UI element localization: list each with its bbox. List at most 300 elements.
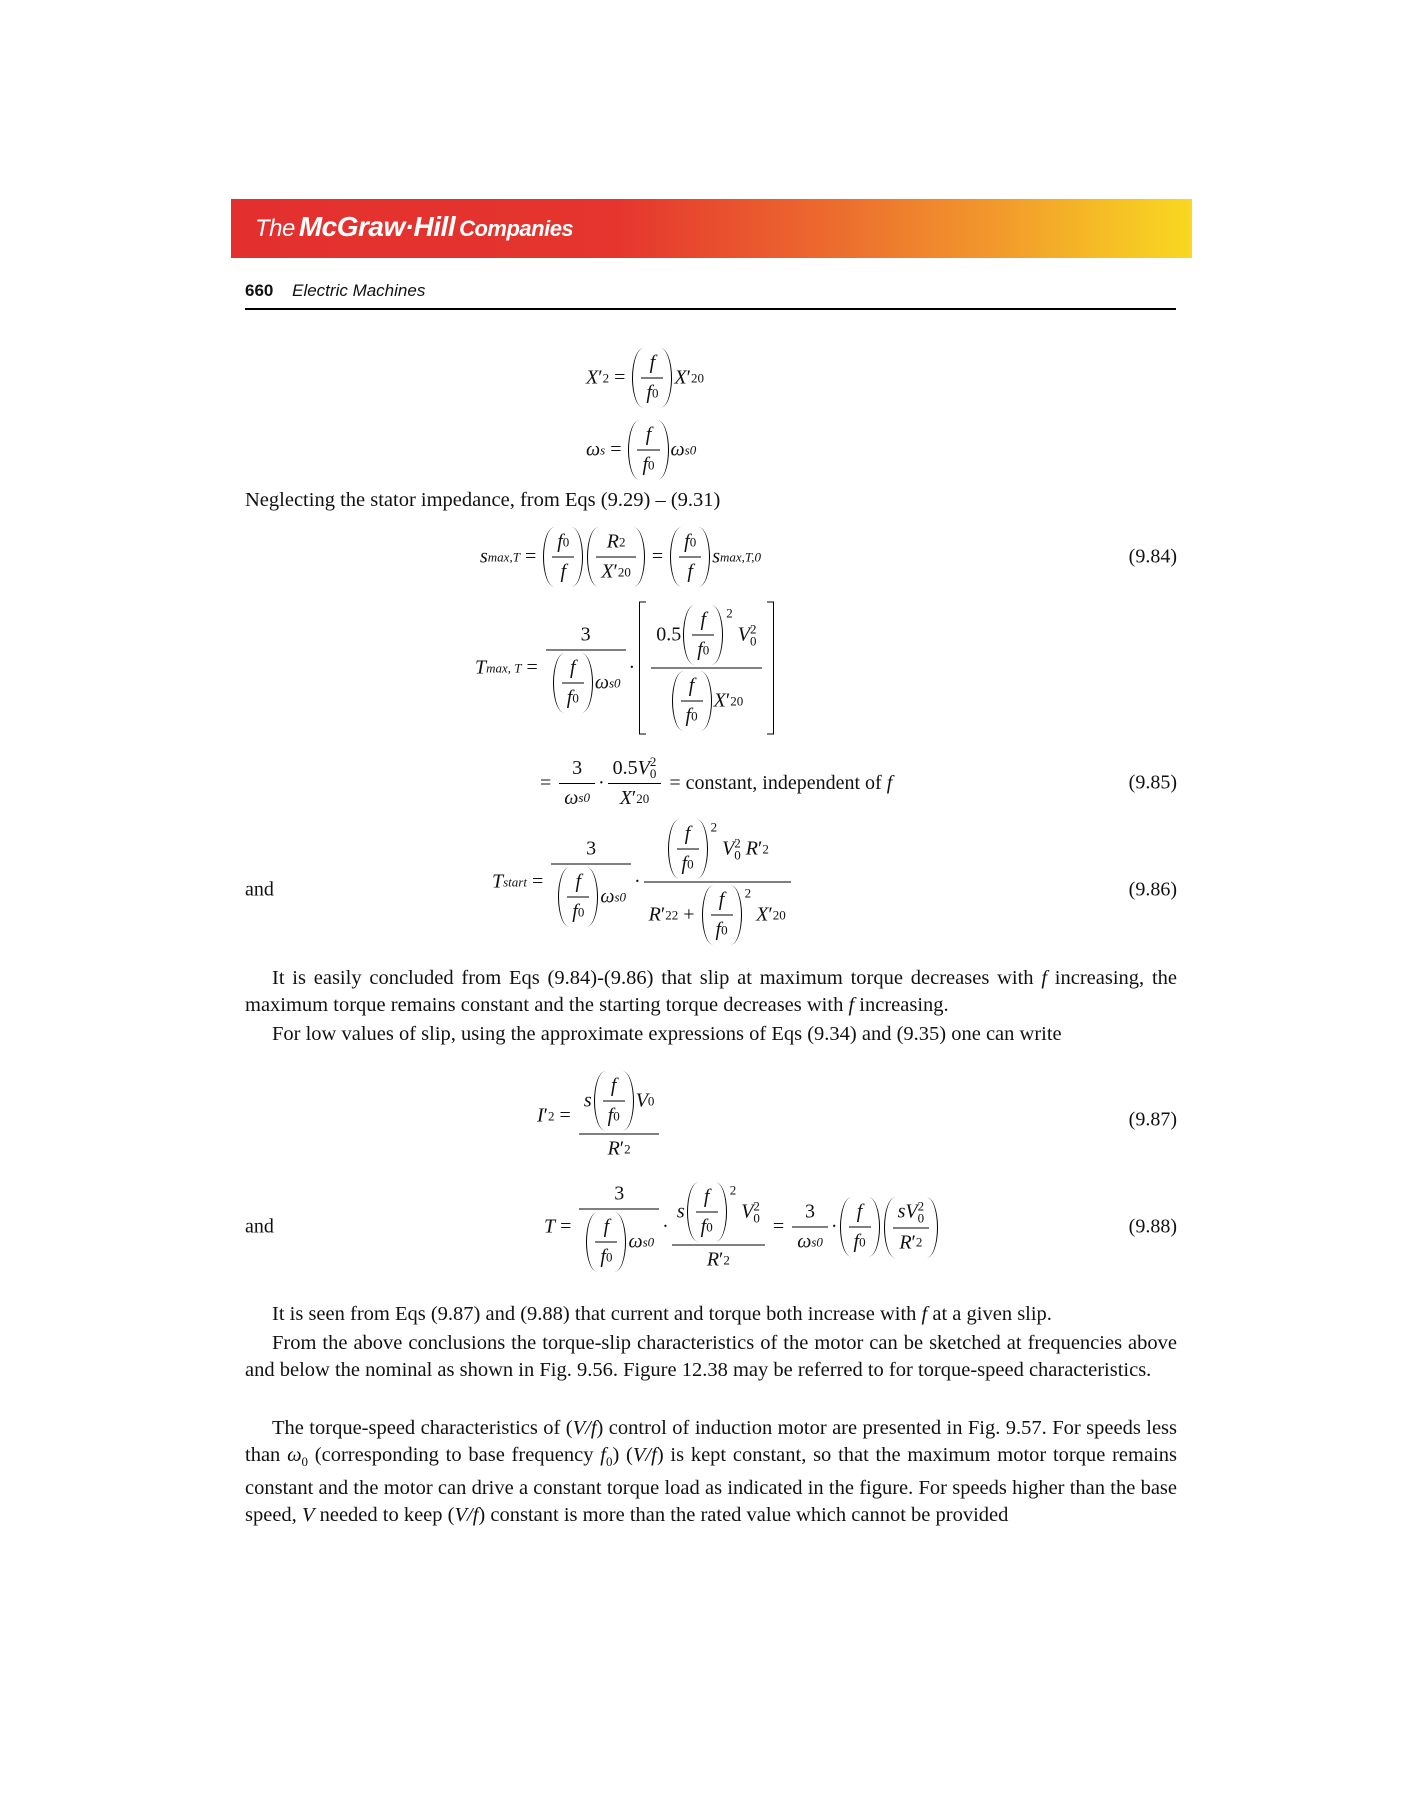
math-symbol: [551, 838, 631, 865]
math-symbol: f: [557, 530, 563, 553]
math-symbol: [679, 531, 701, 558]
math-symbol: 3: [614, 1182, 625, 1205]
math-symbol: f: [575, 870, 582, 893]
math-symbol: s0: [608, 675, 621, 690]
paragraph-low-slip: For low values of slip, using the approximate expressions of Eqs (9.34) and (9.35) one can write: [272, 1023, 1062, 1045]
math-symbol: f: [1041, 967, 1048, 989]
fraction: [608, 756, 662, 810]
math-symbol: R: [607, 1137, 620, 1160]
math-symbol: [637, 424, 659, 451]
math-symbol: ′: [598, 366, 603, 389]
math-symbol: [696, 1186, 718, 1213]
fraction: [596, 531, 636, 584]
math-symbol: 0.5: [612, 756, 638, 779]
math-symbol: [555, 558, 571, 584]
math-symbol: f: [697, 638, 703, 661]
math-symbol: T: [492, 870, 504, 893]
math-symbol: f: [566, 686, 573, 709]
math-symbol: [600, 442, 605, 458]
math-symbol: [578, 790, 590, 806]
math-symbol: ′: [660, 903, 666, 926]
math-symbol: ′: [613, 560, 618, 583]
math-symbol: ·: [830, 1215, 838, 1238]
math-operator: +: [683, 903, 695, 926]
math-symbol: 0: [605, 1249, 613, 1264]
math-symbol: f: [921, 1303, 928, 1325]
parentheses: [702, 886, 742, 945]
math-symbol: X: [619, 787, 632, 809]
math-symbol: R: [606, 530, 619, 553]
parentheses: [587, 528, 645, 587]
math-symbol: [603, 1102, 625, 1128]
math-symbol: ) control of induction motor are presented in Fig. 9.57. For speeds less than: [245, 1417, 1177, 1466]
math-symbol: 2: [917, 1198, 925, 1213]
math-symbol: 20: [617, 564, 631, 579]
math-symbol: 2: [726, 605, 733, 621]
publisher-logo: [255, 211, 573, 243]
math-symbol: s: [583, 1089, 592, 1112]
math-symbol: [579, 1210, 659, 1272]
parentheses: [543, 528, 583, 587]
math-symbol: s: [600, 442, 606, 457]
math-symbol: s: [712, 545, 721, 568]
math-symbol: f: [649, 351, 656, 374]
math-symbol: It is easily concluded from Eqs (9.84)-(9.86) that slip at maximum torque decreases with: [272, 967, 1042, 989]
fraction: [603, 1075, 625, 1128]
math-symbol: [559, 757, 595, 784]
math-operator: =: [560, 1215, 572, 1238]
math-symbol: f: [718, 888, 725, 911]
math-symbol: [644, 820, 791, 883]
math-symbol: [562, 684, 584, 710]
math-symbol: f: [687, 560, 693, 583]
math-symbol: [562, 657, 584, 684]
math-symbol: 0: [689, 534, 697, 549]
math-symbol: 0: [647, 1093, 655, 1108]
math-symbol: f: [681, 852, 688, 875]
math-symbol: 2: [649, 754, 657, 769]
math-symbol: [614, 889, 626, 905]
parentheses: [628, 421, 668, 480]
paragraph-torque-slip: From the above conclusions the torque-slip characteristics of the motor can be sketched at frequencies above and below the nominal as shown in Fig. 9.56. Figure 12.38 may be referred to for torque-speed characteristics.: [245, 1332, 1177, 1381]
math-symbol: ·: [628, 656, 636, 679]
math-symbol: ω: [797, 1230, 812, 1253]
parentheses: [672, 672, 712, 731]
math-symbol: [893, 1200, 930, 1228]
math-symbol: [681, 702, 703, 728]
math-symbol: f: [684, 530, 690, 553]
math-symbol: [603, 1075, 625, 1102]
math-symbol: [546, 624, 626, 651]
math-symbol: max,T,0: [720, 549, 761, 564]
math-operator: =: [524, 545, 537, 568]
fraction: [677, 823, 699, 876]
math-symbol: [734, 837, 741, 861]
math-symbol: I: [537, 1104, 544, 1127]
fraction: [651, 606, 761, 731]
math-symbol: ′: [758, 837, 763, 860]
math-symbol: 20: [772, 907, 786, 922]
math-symbol: f: [685, 704, 692, 727]
parentheses: [683, 606, 723, 665]
math-symbol: [711, 916, 733, 942]
math-symbol: 0: [648, 457, 655, 472]
parentheses: [632, 349, 672, 408]
math-symbol: V: [905, 1200, 918, 1223]
math-symbol: f: [642, 453, 649, 476]
math-symbol: f: [600, 1444, 606, 1466]
logo-companies: Companies: [459, 216, 574, 241]
equation-tmax: [475, 602, 778, 735]
header-rule: [245, 308, 1176, 310]
math-symbol: s0: [642, 1234, 655, 1249]
math-symbol: 0: [562, 534, 570, 549]
math-symbol: f: [572, 900, 578, 923]
math-symbol: f: [684, 822, 691, 845]
math-symbol: 0: [691, 708, 698, 723]
math-symbol: [595, 1243, 617, 1269]
math-symbol: 2: [729, 1182, 737, 1198]
math-symbol: ω: [600, 885, 615, 908]
math-symbol: The torque-speed characteristics of (: [272, 1417, 573, 1439]
math-symbol: ω: [287, 1444, 302, 1466]
math-symbol: f: [848, 994, 855, 1016]
paragraph-conclusion: [245, 965, 1177, 1019]
math-symbol: ′: [725, 689, 731, 712]
math-symbol: f: [560, 560, 567, 583]
page-number: 660: [245, 281, 274, 300]
math-symbol: f: [570, 656, 576, 679]
fraction: [637, 424, 659, 477]
math-symbol: X: [713, 689, 726, 712]
math-symbol: s0: [811, 1234, 823, 1249]
logo-the: The: [255, 215, 295, 242]
math-symbol: ′: [686, 366, 692, 389]
math-symbol: [488, 549, 520, 565]
fraction: [672, 1183, 765, 1272]
math-symbol: 2: [548, 1108, 555, 1123]
math-symbol: 2: [750, 621, 757, 636]
math-symbol: 2: [618, 534, 626, 549]
math-symbol: 3: [580, 623, 591, 646]
equation-omega-s: [586, 421, 696, 480]
parentheses: [594, 1072, 634, 1131]
math-operator: =: [540, 771, 552, 794]
math-symbol: ′: [631, 787, 637, 809]
fraction: [792, 1201, 828, 1254]
math-symbol: [609, 675, 621, 691]
math-symbol: f: [600, 1245, 606, 1268]
math-symbol: s: [897, 1200, 906, 1223]
math-symbol: s: [480, 545, 488, 568]
math-symbol: ω: [586, 438, 601, 461]
math-symbol: [720, 549, 761, 565]
math-symbol: 2: [723, 1252, 730, 1267]
parentheses: [840, 1198, 880, 1257]
math-symbol: [637, 451, 659, 477]
math-symbol: 0: [859, 1234, 866, 1249]
math-symbol: max,T: [487, 549, 520, 564]
parentheses: [558, 868, 598, 927]
equation-9-85: [535, 756, 892, 810]
math-symbol: [682, 558, 698, 584]
math-symbol: X: [674, 366, 687, 389]
math-symbol: f: [700, 1215, 707, 1238]
math-symbol: 2: [762, 841, 769, 856]
math-symbol: X: [601, 560, 614, 583]
fraction: [579, 1072, 660, 1161]
fraction: [681, 675, 703, 728]
math-symbol: ′: [911, 1231, 916, 1253]
parentheses: [670, 528, 710, 587]
math-symbol: f: [688, 674, 695, 697]
math-symbol: V: [722, 837, 735, 860]
math-symbol: [595, 1216, 617, 1243]
math-symbol: [644, 883, 791, 945]
math-operator: =: [614, 366, 626, 389]
math-symbol: [641, 379, 663, 405]
math-symbol: [696, 1213, 718, 1239]
math-symbol: ′: [768, 903, 773, 926]
math-symbol: V/f: [572, 1417, 597, 1439]
math-symbol: [849, 1228, 871, 1254]
fraction: [559, 757, 595, 810]
math-symbol: ) (: [612, 1444, 633, 1466]
math-symbol: f: [700, 608, 707, 631]
equation-9-86: [492, 820, 794, 945]
math-symbol: V: [737, 623, 750, 646]
math-symbol: needed to keep (: [314, 1504, 455, 1527]
math-operator: =: [772, 1215, 785, 1238]
math-symbol: [672, 1183, 765, 1246]
math-symbol: 0: [750, 633, 757, 648]
fraction: [552, 531, 574, 584]
square-bracket: [639, 602, 773, 735]
math-symbol: 3: [572, 756, 583, 779]
book-title: Electric Machines: [292, 281, 426, 300]
math-symbol: 2: [734, 835, 741, 850]
math-symbol: 20: [636, 790, 650, 806]
math-symbol: [685, 442, 697, 458]
math-symbol: ·: [662, 1215, 669, 1238]
math-symbol: 0: [721, 922, 728, 937]
math-symbol: 2: [915, 1234, 923, 1250]
math-symbol: R: [706, 1248, 720, 1271]
math-symbol: V: [741, 1200, 754, 1223]
math-symbol: [811, 1234, 823, 1250]
math-symbol: 2: [665, 907, 672, 922]
math-symbol: [552, 531, 574, 558]
math-symbol: f: [607, 1104, 614, 1127]
parentheses: [586, 1213, 626, 1272]
math-symbol: [681, 675, 703, 702]
math-symbol: s0: [578, 790, 590, 805]
parentheses: [884, 1197, 939, 1257]
and-label: and: [245, 1215, 274, 1238]
fraction: [679, 531, 701, 584]
math-symbol: [615, 784, 655, 810]
math-symbol: f: [703, 1185, 710, 1208]
math-symbol: [650, 756, 657, 780]
math-symbol: [559, 784, 595, 810]
fraction: [641, 352, 663, 405]
math-symbol: 3: [586, 837, 597, 860]
math-symbol: [567, 871, 589, 898]
math-symbol: 2: [624, 1141, 631, 1156]
math-symbol: max, T: [486, 660, 522, 675]
math-symbol: X: [756, 903, 769, 926]
math-operator: =: [559, 1104, 571, 1127]
math-symbol: 0: [734, 847, 741, 862]
math-symbol: [894, 1228, 927, 1254]
math-symbol: s0: [684, 442, 697, 457]
math-symbol: [792, 1201, 828, 1228]
math-symbol: ′: [543, 1104, 549, 1127]
logo-name: McGraw·Hill: [298, 211, 456, 242]
publisher-banner: [231, 199, 1192, 258]
math-symbol: increasing, the maximum torque remains constant and the starting torque decreases with: [245, 967, 1177, 1016]
math-symbol: It is seen from Eqs (9.87) and (9.88) that current and torque both increase with: [272, 1303, 922, 1325]
math-symbol: 3: [805, 1200, 816, 1223]
fraction: [579, 1183, 659, 1272]
math-symbol: R: [899, 1231, 912, 1253]
math-symbol: f: [886, 771, 893, 794]
paragraph-vf-control: [245, 1415, 1177, 1529]
math-operator: =: [526, 656, 538, 679]
math-symbol: 0: [572, 690, 579, 705]
math-symbol: f: [646, 381, 652, 404]
math-symbol: 2: [602, 370, 610, 385]
equation-number: (9.88): [1128, 1215, 1177, 1238]
math-symbol: f: [645, 423, 652, 446]
math-symbol: T: [544, 1215, 556, 1238]
math-symbol: ω: [594, 671, 609, 694]
parentheses: [668, 820, 708, 879]
math-symbol: [792, 1228, 828, 1254]
math-symbol: [692, 636, 714, 662]
math-symbol: [579, 1072, 660, 1135]
math-symbol: X: [586, 366, 599, 389]
parentheses: [687, 1183, 727, 1242]
text-neglecting: Neglecting the stator impedance, from Eqs (9.29) – (9.31): [245, 489, 721, 511]
math-symbol: V/f: [454, 1504, 479, 1527]
math-symbol: ) is kept constant, so that the maximum motor torque remains constant and the motor can drive a constant torque load as indicated in the figure. For speeds higher than the base speed,: [245, 1444, 1177, 1527]
math-symbol: f: [853, 1230, 860, 1253]
fraction: [893, 1200, 930, 1254]
math-symbol: V: [301, 1504, 315, 1527]
math-symbol: [849, 1201, 871, 1228]
equation-number: (9.87): [1128, 1108, 1177, 1131]
math-symbol: 0: [577, 904, 585, 919]
fraction: [546, 624, 626, 713]
math-symbol: [603, 1135, 636, 1161]
math-symbol: 0.5: [656, 623, 682, 646]
math-symbol: V/f: [632, 1444, 657, 1466]
math-symbol: [503, 874, 527, 890]
equation-x2: [586, 349, 704, 408]
math-symbol: 2: [671, 907, 679, 922]
math-symbol: [643, 1234, 655, 1250]
fraction: [696, 1186, 718, 1239]
math-symbol: [767, 602, 773, 603]
math-symbol: [546, 651, 626, 713]
math-symbol: 0: [753, 1210, 760, 1225]
math-symbol: V: [637, 756, 650, 779]
fraction: [644, 820, 791, 945]
math-symbol: 0: [651, 385, 659, 400]
math-symbol: f: [603, 1215, 610, 1238]
math-symbol: R: [648, 903, 661, 926]
fraction: [595, 1216, 617, 1269]
math-symbol: 2: [710, 819, 718, 835]
math-symbol: 20: [730, 693, 744, 708]
math-symbol: 2: [753, 1198, 760, 1213]
math-symbol: 0: [702, 642, 710, 657]
equation-9-88: [544, 1183, 940, 1272]
math-symbol: s0: [614, 889, 626, 904]
math-symbol: [567, 898, 589, 924]
math-symbol: 2: [744, 885, 752, 901]
math-symbol: 0: [605, 1454, 613, 1470]
math-symbol: f: [856, 1200, 863, 1223]
math-symbol: [711, 889, 733, 916]
and-label: and: [245, 878, 274, 901]
math-symbol: ) constant is more than the rated value which cannot be provided: [478, 1504, 1009, 1527]
math-symbol: [608, 756, 662, 784]
equation-number: (9.85): [1128, 771, 1177, 794]
math-symbol: [551, 865, 631, 927]
math-symbol: 0: [706, 1219, 713, 1234]
math-symbol: 0: [649, 766, 657, 781]
math-operator: =: [651, 545, 664, 568]
fraction: [692, 609, 714, 662]
math-symbol: T: [475, 656, 487, 679]
math-symbol: 0: [917, 1210, 925, 1225]
math-operator: =: [531, 870, 544, 893]
math-symbol: ω: [628, 1230, 643, 1253]
math-symbol: ω: [670, 438, 685, 461]
math-symbol: ′: [619, 1137, 625, 1160]
fraction: [711, 889, 733, 942]
math-symbol: [918, 1200, 925, 1224]
math-symbol: 0: [613, 1108, 620, 1123]
math-symbol: [596, 558, 636, 584]
equation-9-87: [537, 1072, 662, 1161]
math-symbol: V: [635, 1089, 648, 1112]
math-symbol: increasing.: [854, 994, 949, 1016]
math-symbol: at a given slip.: [927, 1303, 1052, 1325]
parentheses: [553, 654, 593, 713]
math-symbol: start: [503, 874, 527, 889]
math-operator: =: [669, 771, 681, 794]
math-symbol: [750, 623, 757, 647]
math-symbol: [677, 823, 699, 850]
math-symbol: 0: [687, 856, 694, 871]
math-symbol: [767, 734, 773, 735]
math-symbol: [486, 660, 521, 676]
math-symbol: [651, 606, 761, 669]
math-symbol: (corresponding to base frequency: [308, 1444, 601, 1466]
math-symbol: [596, 531, 636, 558]
math-symbol: [665, 669, 749, 731]
math-symbol: ′: [719, 1248, 724, 1271]
math-symbol: 20: [691, 370, 705, 385]
math-symbol: f: [715, 918, 722, 941]
math-symbol: ·: [597, 771, 605, 794]
math-symbol: [753, 1200, 760, 1224]
running-header: [245, 281, 425, 301]
math-operator: =: [610, 438, 622, 461]
